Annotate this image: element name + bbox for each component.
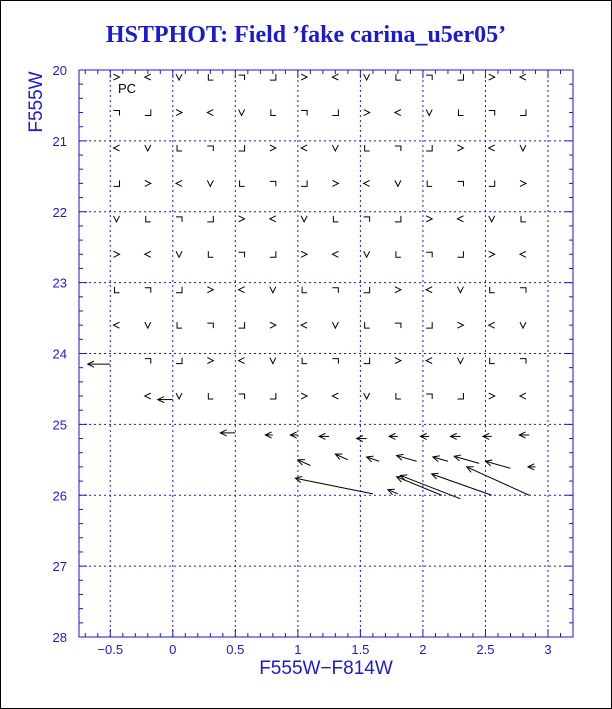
chevron-marker — [114, 322, 120, 328]
chevron-marker — [302, 358, 307, 364]
chevron-marker — [364, 358, 370, 364]
chevron-marker — [270, 251, 276, 257]
chevron-marker — [207, 358, 213, 364]
chevron-marker — [426, 358, 432, 364]
chevron-marker — [426, 322, 432, 328]
chevron-marker — [114, 216, 120, 222]
chevron-marker — [208, 393, 213, 399]
y-tick-label: 23 — [52, 275, 67, 291]
chevron-marker — [426, 287, 432, 293]
chevron-marker — [177, 322, 182, 328]
chevron-marker — [301, 74, 307, 80]
chevron-marker — [395, 110, 401, 116]
chevron-marker — [395, 180, 401, 186]
chevron-marker — [457, 74, 463, 80]
y-tick-label: 24 — [52, 346, 67, 362]
chevron-marker — [395, 287, 401, 293]
chevron-marker — [270, 393, 276, 399]
chevron-marker — [176, 358, 182, 364]
arrow-shaft — [432, 474, 492, 495]
chevron-marker — [457, 216, 463, 222]
chevron-marker — [520, 322, 526, 328]
chevron-marker — [332, 251, 338, 257]
chevron-marker — [207, 323, 213, 328]
chevron-marker — [395, 323, 401, 328]
chevron-marker — [332, 322, 338, 328]
chevron-marker — [270, 216, 276, 222]
chevron-marker — [426, 252, 432, 257]
x-tick-label: 0 — [169, 642, 177, 657]
x-tick-label: 3 — [544, 642, 552, 657]
chevron-marker — [146, 216, 151, 222]
chevron-marker — [364, 74, 370, 80]
chevron-marker — [457, 393, 463, 399]
chevron-marker — [301, 180, 307, 186]
chevron-marker — [364, 180, 370, 186]
chevron-marker — [301, 145, 307, 151]
chevron-marker — [364, 287, 370, 293]
chevron-marker — [332, 110, 338, 116]
x-tick-label: 1.5 — [351, 642, 370, 657]
x-axis-label: F555W−F814W — [259, 658, 393, 679]
chart-title: HSTPHOT: Field ’fake carina_u5er05’ — [105, 22, 507, 48]
y-tick-label: 26 — [52, 488, 67, 504]
grid — [79, 70, 573, 637]
chevron-marker — [208, 251, 213, 257]
y-tick-label: 21 — [52, 133, 67, 149]
chevron-marker — [270, 145, 276, 151]
chevron-marker — [521, 216, 526, 222]
chevron-marker — [145, 74, 151, 80]
chevron-marker — [489, 111, 495, 116]
chevron-marker — [115, 287, 120, 293]
chevron-marker — [145, 180, 151, 186]
chevron-marker — [176, 287, 182, 293]
chevron-marker — [365, 145, 370, 151]
chevron-marker — [520, 180, 526, 186]
chevron-marker — [458, 110, 463, 116]
chevron-marker — [520, 74, 526, 80]
chevron-marker — [239, 287, 245, 293]
chevron-marker — [114, 74, 120, 80]
y-tick-label: 27 — [52, 559, 67, 575]
chevron-marker — [457, 181, 463, 186]
chevron-marker — [176, 74, 182, 80]
chevron-marker — [271, 110, 276, 116]
chevron-marker — [489, 322, 495, 328]
chevron-marker — [239, 322, 245, 328]
chevron-marker — [114, 180, 120, 186]
chevron-marker — [114, 145, 120, 151]
chevron-marker — [301, 322, 307, 328]
chevron-marker — [490, 287, 495, 293]
chevron-marker — [114, 111, 120, 116]
chevron-marker — [426, 110, 432, 116]
chevron-marker — [520, 359, 526, 364]
chevron-marker — [176, 217, 182, 222]
x-tick-label: 2 — [419, 642, 427, 657]
arrow-shaft — [467, 467, 530, 495]
small-error-markers — [114, 74, 526, 399]
chevron-marker — [520, 145, 526, 151]
chevron-marker — [270, 322, 276, 328]
chevron-marker — [489, 180, 495, 186]
chevron-marker — [457, 358, 463, 364]
chevron-marker — [145, 110, 151, 116]
arrow-shaft — [295, 478, 373, 494]
chevron-marker — [520, 251, 526, 257]
chevron-marker — [145, 145, 151, 151]
chevron-marker — [114, 251, 120, 257]
y-tick-label: 20 — [52, 63, 67, 78]
y-tick-label: 22 — [52, 204, 67, 220]
chevron-marker — [301, 111, 307, 116]
chevron-marker — [207, 216, 213, 222]
chevron-marker — [426, 394, 432, 399]
chevron-marker — [176, 393, 182, 399]
chevron-marker — [332, 145, 338, 151]
chevron-marker — [176, 180, 182, 186]
chevron-marker — [145, 393, 151, 399]
arrow-shaft — [397, 477, 442, 495]
chevron-marker — [332, 74, 338, 80]
chevron-marker — [457, 145, 463, 151]
chevron-marker — [301, 251, 307, 257]
chevron-marker — [427, 180, 432, 186]
chevron-marker — [457, 322, 463, 328]
chevron-marker — [520, 393, 526, 399]
chevron-marker — [364, 217, 370, 222]
x-tick-label: 1 — [294, 642, 302, 657]
chevron-marker — [207, 287, 213, 293]
x-tick-label: −0.5 — [97, 642, 124, 657]
chevron-marker — [302, 287, 307, 293]
chevron-marker — [426, 145, 432, 151]
chevron-marker — [364, 110, 370, 116]
chevron-marker — [490, 358, 495, 364]
chevron-marker — [301, 393, 307, 399]
chevron-marker — [239, 110, 245, 116]
chevron-marker — [395, 216, 401, 222]
chevron-marker — [396, 393, 401, 399]
chevron-marker — [176, 251, 182, 257]
chevron-marker — [457, 251, 463, 257]
chevron-marker — [145, 251, 151, 257]
chevron-marker — [207, 146, 213, 151]
y-tick-label: 25 — [52, 417, 67, 433]
chevron-marker — [208, 74, 213, 80]
chevron-marker — [426, 75, 432, 80]
chevron-marker — [270, 181, 276, 186]
chevron-marker — [489, 145, 495, 151]
panel-label: PC — [118, 81, 137, 96]
chevron-marker — [364, 251, 370, 257]
y-tick-label: 28 — [52, 630, 67, 645]
chevron-marker — [207, 180, 213, 186]
chevron-marker — [396, 251, 401, 257]
chevron-marker — [270, 358, 276, 364]
chevron-marker — [332, 393, 338, 399]
chevron-marker — [270, 287, 276, 293]
chevron-marker — [332, 180, 338, 186]
chevron-marker — [520, 288, 526, 293]
chevron-marker — [207, 110, 213, 116]
chevron-marker — [365, 322, 370, 328]
chevron-marker — [395, 146, 401, 151]
chevron-marker — [270, 74, 276, 80]
chevron-marker — [489, 393, 495, 399]
chevron-marker — [240, 180, 245, 186]
chevron-marker — [239, 145, 245, 151]
chevron-marker — [364, 393, 370, 399]
chevron-marker — [145, 288, 151, 293]
chevron-marker — [301, 216, 307, 222]
chevron-marker — [239, 394, 245, 399]
y-axis-label: F555W — [26, 71, 47, 133]
chevron-marker — [395, 358, 401, 364]
chevron-marker — [239, 216, 245, 222]
arrow-series — [88, 361, 536, 499]
chevron-marker — [177, 145, 182, 151]
x-tick-label: 0.5 — [226, 642, 245, 657]
x-tick-label: 2.5 — [476, 642, 495, 657]
chevron-marker — [145, 359, 151, 364]
chevron-marker — [396, 74, 401, 80]
chevron-marker — [239, 358, 245, 364]
chevron-marker — [332, 359, 338, 364]
chevron-marker — [239, 75, 245, 80]
chevron-marker — [457, 287, 463, 293]
chevron-marker — [332, 288, 338, 293]
chevron-marker — [489, 251, 495, 257]
chevron-marker — [333, 216, 338, 222]
chevron-marker — [489, 216, 495, 222]
chevron-marker — [520, 110, 526, 116]
chevron-marker — [145, 322, 151, 328]
chevron-marker — [489, 74, 495, 80]
chevron-marker — [176, 110, 182, 116]
chevron-marker — [426, 216, 432, 222]
chevron-marker — [239, 252, 245, 257]
